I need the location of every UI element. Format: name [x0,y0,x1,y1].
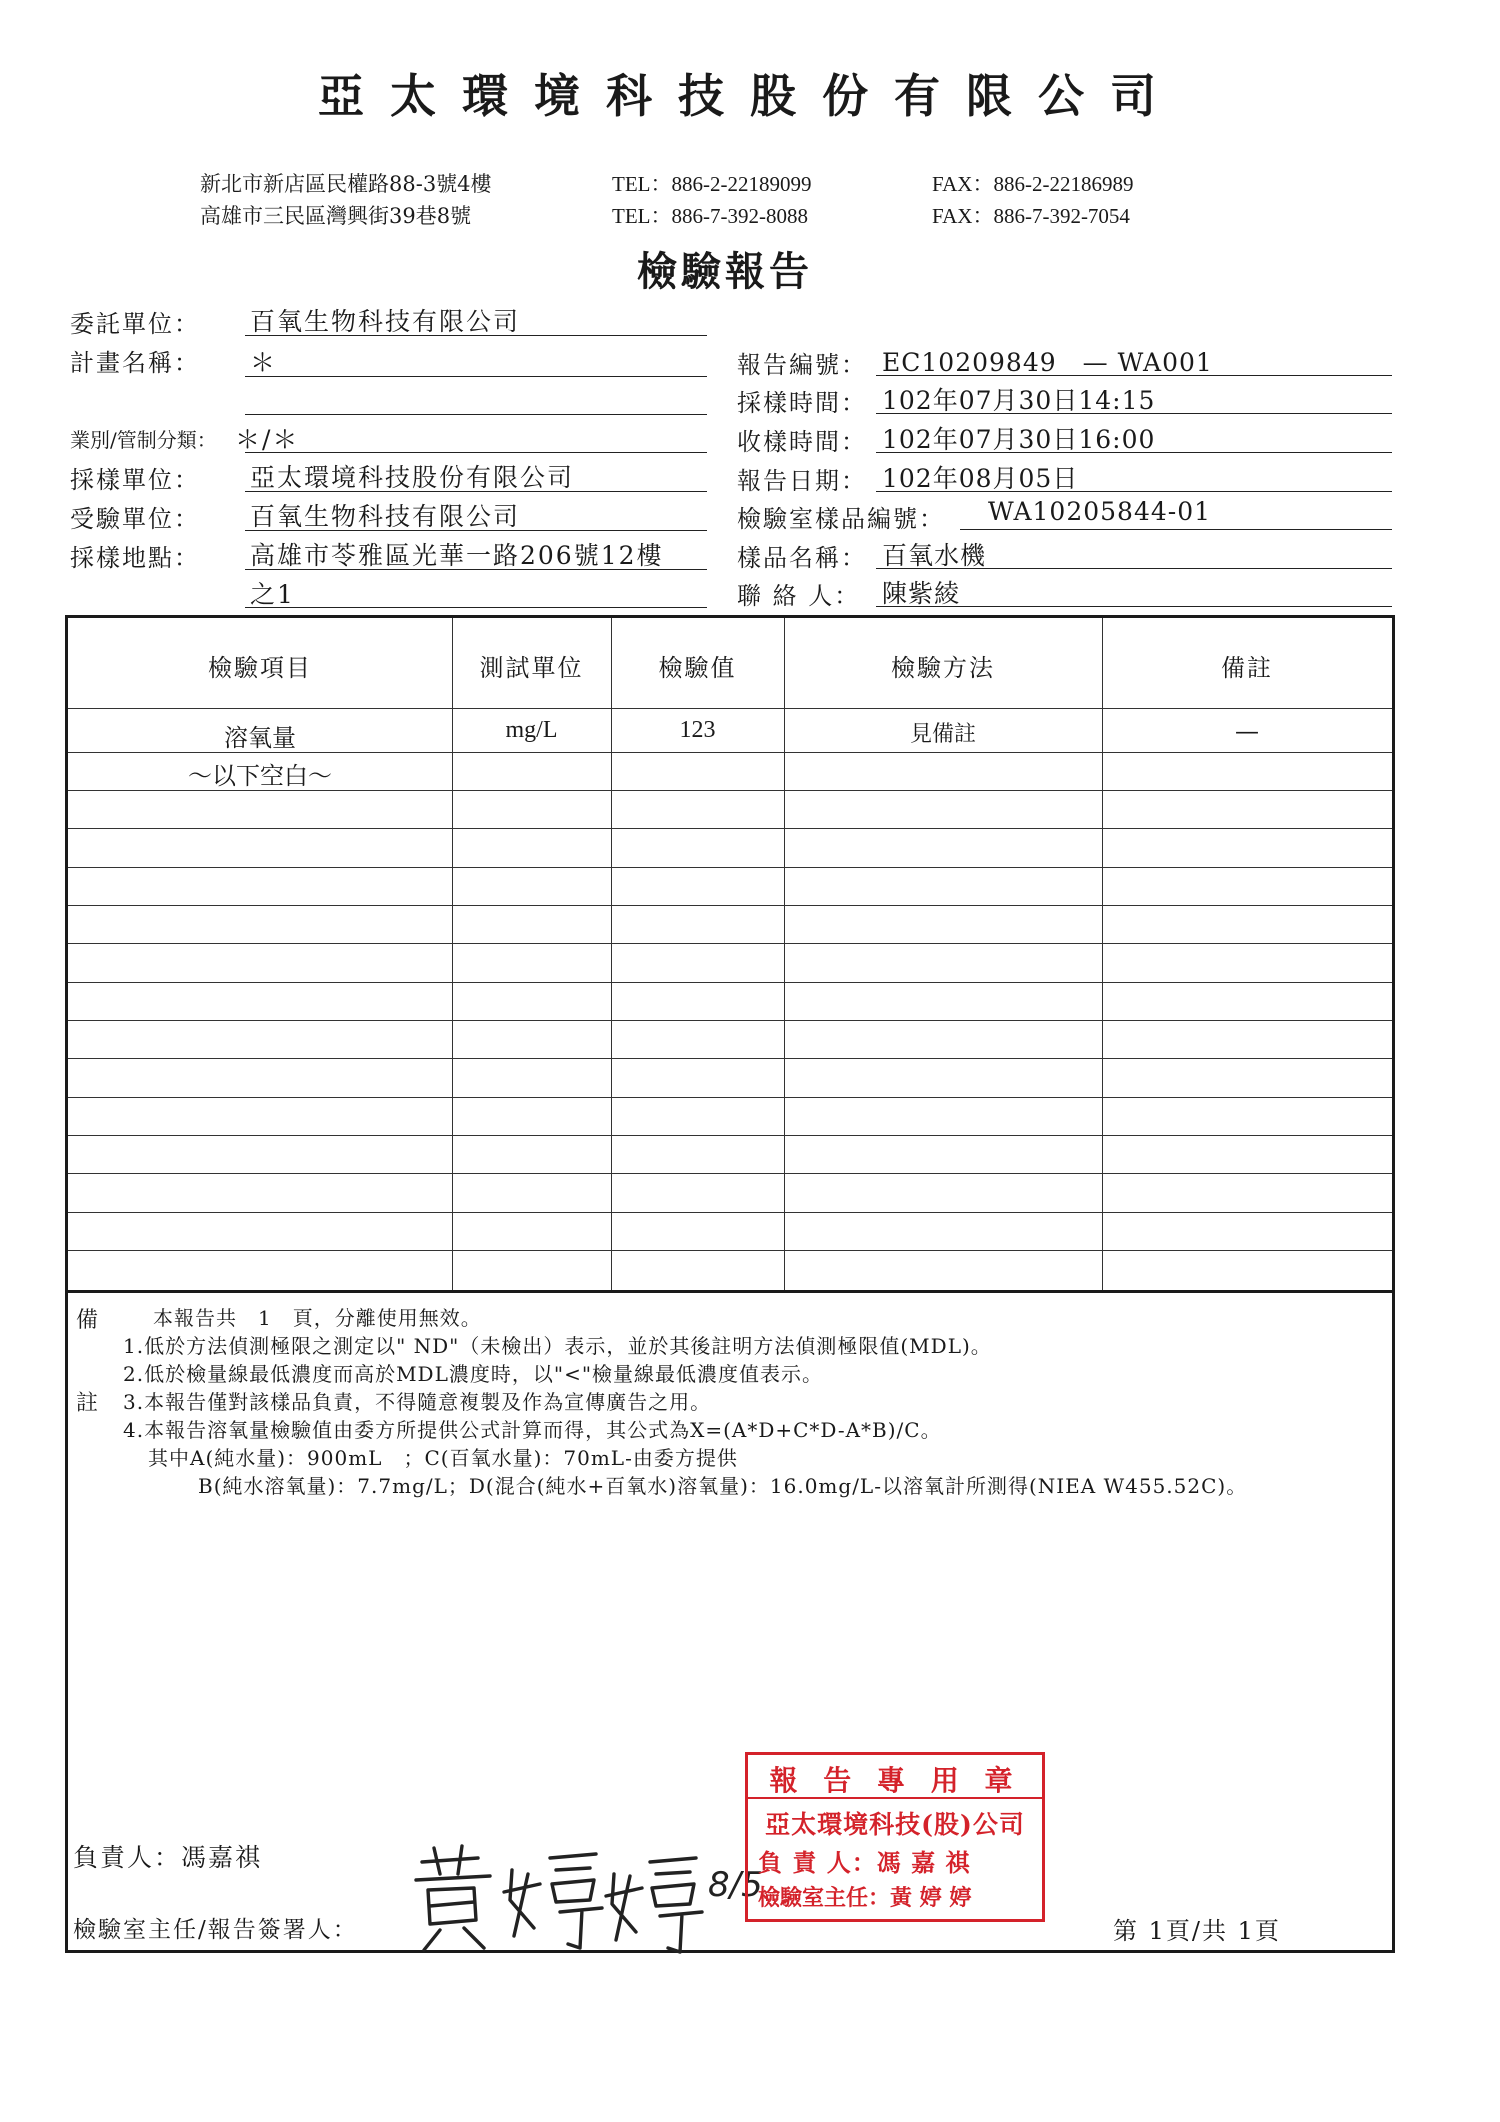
row-divider [68,1058,1392,1059]
fax-line-1: FAX：886-2-22186989 [932,172,1134,196]
cell-value: 123 [679,717,716,743]
contact-value: 陳紫綾 [882,579,961,608]
cell-method: 見備註 [909,722,976,747]
client-value: 百氧生物科技有限公司 [250,307,521,336]
note-line: 4.本報告溶氧量檢驗值由委方所提供公式計算而得，其公式為X=(A*D+C*D-A*B)/C。 [123,1418,942,1442]
stamp-title: 報 告 專 用 章 [769,1764,1021,1797]
address-block [200,168,492,232]
location-value-1: 高雄市苓雅區光華一路206號12樓 [250,541,664,570]
header-value: 檢驗值 [658,654,737,682]
lab-sample-label: 檢驗室樣品編號： [737,505,945,533]
row-divider [68,1135,1392,1136]
stamp-responsible: 負 責 人：馮 嘉 祺 [758,1848,971,1877]
row-divider [68,943,1392,944]
handwritten-signature [400,1840,763,1960]
report-no-value: EC10209849 — WA001 [882,348,1213,377]
receive-time-label: 收樣時間： [737,428,867,456]
stamp-company: 亞太環境科技(股)公司 [765,1810,1025,1839]
report-no-label: 報告編號： [737,351,867,379]
page-info: 第 1頁/共 1頁 [1113,1917,1281,1945]
header-remark: 備註 [1221,654,1273,682]
tested-underline [245,530,707,531]
notes-side-label-1: 備 [76,1308,100,1333]
address-line-2: 高雄市三民區灣興街39巷8號 [200,204,472,228]
location-label: 採樣地點： [70,544,200,572]
cell-unit: mg/L [505,717,558,743]
fax-line-2: FAX：886-7-392-7054 [932,204,1130,228]
note-line: 1.低於方法偵測極限之測定以" ND"（未檢出）表示，並於其後註明方法偵測極限值(MDL)。 [123,1334,992,1358]
contact-underline [876,606,1392,607]
tel-line-2: TEL：886-7-392-8088 [612,204,808,228]
signatory-label: 檢驗室主任/報告簽署人： [73,1917,358,1943]
notes-box [65,1293,1395,1953]
note-line: 其中A(純水量)：900mL ；C(百氧水量)：70mL-由委方提供 [148,1446,738,1470]
header-unit: 測試單位 [479,654,584,682]
sample-name-label: 樣品名稱： [737,544,867,572]
cell-remark: — [1235,717,1259,745]
sampling-time-value: 102年07月30日14:15 [882,386,1156,415]
address-line-1: 新北市新店區民權路88-3號4樓 [200,172,492,196]
note-line: 本報告共 1 頁，分離使用無效。 [153,1306,482,1330]
blank-marker: ～以下空白～ [188,762,332,790]
sample-name-underline [876,568,1392,569]
fax-block [932,168,1133,232]
sampling-time-underline [876,413,1392,414]
row-divider [68,1250,1392,1251]
row-divider [68,867,1392,868]
results-table [65,615,1395,1293]
receive-time-value: 102年07月30日16:00 [882,425,1156,454]
header-item: 檢驗項目 [208,654,312,682]
report-title: 檢驗報告 [637,248,813,295]
report-stamp [745,1752,1045,1922]
project-value: ＊ [250,348,278,377]
tested-value: 百氧生物科技有限公司 [250,502,521,531]
note-line: 2.低於檢量線最低濃度而高於MDL濃度時，以"<"檢量線最低濃度值表示。 [123,1362,824,1386]
category-value: ＊/＊ [235,425,300,454]
location-value-2: 之1 [250,580,295,609]
client-label: 委託單位： [70,310,200,338]
sampling-time-label: 採樣時間： [737,389,867,417]
sampler-value: 亞太環境科技股份有限公司 [250,463,575,492]
report-no-underline [876,375,1392,376]
receive-time-underline [876,452,1392,453]
row-divider [68,905,1392,906]
row-divider [68,982,1392,983]
lab-sample-underline [960,529,1392,530]
row-divider [68,828,1392,829]
stamp-divider [748,1797,1042,1799]
location-underline-2 [245,607,707,608]
tel-block [612,168,811,232]
header-method: 檢驗方法 [891,654,995,682]
sample-name-value: 百氧水機 [882,541,987,570]
contact-label: 聯 絡 人： [737,582,861,610]
stamp-lab-director: 檢驗室主任：黃 婷 婷 [758,1885,972,1911]
row-divider [68,1097,1392,1098]
row-divider [68,1212,1392,1213]
report-date-value: 102年08月05日 [882,464,1079,493]
category-underline [245,452,707,453]
report-date-label: 報告日期： [737,467,867,495]
row-divider [68,1173,1392,1174]
company-name: 亞太環境科技股份有限公司 [318,69,1182,123]
note-line: B(純水溶氧量)：7.7mg/L；D(混合(純水+百氧水)溶氧量)：16.0mg/L-以溶氧計所測得(NIEA W455.52C)。 [198,1474,1248,1498]
note-line: 3.本報告僅對該樣品負責，不得隨意複製及作為宣傳廣告之用。 [123,1390,712,1414]
project-underline-2 [245,414,707,415]
row-divider [68,1020,1392,1021]
header-divider [68,708,1392,709]
lab-sample-value: WA10205844-01 [988,497,1212,526]
cell-item: 溶氧量 [224,724,296,752]
location-underline-1 [245,569,707,570]
svg-text:8/5: 8/5 [708,1865,763,1905]
client-underline [245,335,707,336]
project-label: 計畫名稱： [70,349,200,377]
report-date-underline [876,491,1392,492]
sampler-underline [245,491,707,492]
sampler-label: 採樣單位： [70,466,200,494]
responsible-person: 負責人：馮嘉祺 [73,1843,263,1872]
tel-line-1: TEL：886-2-22189099 [612,172,812,196]
notes-side-label-2: 註 [76,1391,100,1416]
project-underline-1 [245,376,707,377]
category-label: 業別/管制分類： [70,428,217,452]
tested-label: 受驗單位： [70,505,200,533]
